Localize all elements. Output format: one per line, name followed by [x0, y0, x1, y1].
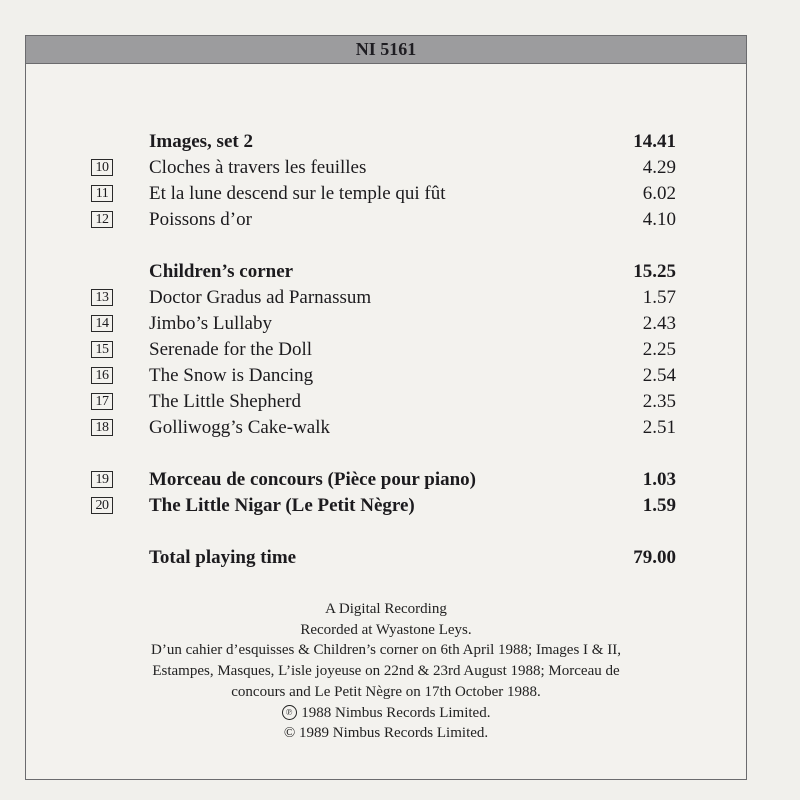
track-time: 2.35 — [642, 391, 676, 412]
track-row — [26, 181, 746, 207]
notes-line: Estampes, Masques, L’isle joyeuse on 22nd & 23rd August 1988; Morceau de — [152, 663, 620, 680]
track-number: 14 — [91, 315, 113, 332]
track-number: 12 — [91, 211, 113, 228]
track-title: Poissons d’or — [149, 209, 252, 230]
phonogram-text: 1988 Nimbus Records Limited. — [301, 704, 491, 721]
track-time: 2.54 — [642, 365, 676, 386]
catalog-number-bar: NI 5161 — [26, 36, 746, 64]
track-title: The Little Shepherd — [149, 391, 301, 412]
track-title: Golliwogg’s Cake-walk — [149, 417, 331, 438]
track-title: Doctor Gradus ad Parnassum — [149, 287, 372, 308]
recording-notes — [26, 599, 746, 744]
notes-line: A Digital Recording — [325, 601, 447, 617]
track-row — [26, 207, 746, 233]
track-time: 2.51 — [642, 417, 676, 438]
track-time: 1.57 — [642, 287, 676, 308]
section-header-childrens-corner — [26, 259, 746, 285]
track-time: 1.03 — [642, 469, 676, 490]
track-number: 11 — [91, 185, 113, 202]
track-row — [26, 415, 746, 441]
track-number: 17 — [91, 393, 113, 410]
track-number: 13 — [91, 289, 113, 306]
copyright-line: © 1989 Nimbus Records Limited. — [283, 725, 489, 742]
notes-line: Recorded at Wyastone Leys. — [300, 621, 472, 638]
track-title: Cloches à travers les feuilles — [149, 157, 367, 178]
track-row — [26, 155, 746, 181]
track-row — [26, 311, 746, 337]
notes-line: concours and Le Petit Nègre on 17th October 1988. — [231, 683, 541, 700]
phonogram-line — [26, 703, 746, 724]
track-title: The Little Nigar (Le Petit Nègre) — [149, 495, 415, 516]
track-row — [26, 337, 746, 363]
track-number: 10 — [91, 159, 113, 176]
phonogram-icon: ℗ — [282, 705, 297, 720]
track-number: 20 — [91, 497, 113, 514]
track-row — [26, 467, 746, 493]
section-time: 14.41 — [633, 131, 676, 152]
section-header-images — [26, 129, 746, 155]
track-number: 18 — [91, 419, 113, 436]
track-time: 6.02 — [642, 183, 676, 204]
track-time: 1.59 — [642, 495, 676, 516]
track-number: 19 — [91, 471, 113, 488]
track-time: 2.43 — [642, 313, 676, 334]
track-time: 4.10 — [642, 209, 676, 230]
track-number: 15 — [91, 341, 113, 358]
track-time: 2.25 — [642, 339, 676, 360]
notes-line: D’un cahier d’esquisses & Children’s corner on 6th April 1988; Images I & II, — [151, 642, 621, 659]
section-time: 15.25 — [633, 261, 676, 282]
track-time: 4.29 — [642, 157, 676, 178]
track-row — [26, 363, 746, 389]
total-time: 79.00 — [633, 547, 676, 568]
section-title: Images, set 2 — [149, 131, 253, 152]
track-number: 16 — [91, 367, 113, 384]
track-title: Jimbo’s Lullaby — [149, 313, 272, 334]
total-label: Total playing time — [149, 547, 297, 568]
track-title: Et la lune descend sur le temple qui fût — [149, 183, 446, 204]
track-title: Serenade for the Doll — [149, 339, 313, 360]
section-title: Children’s corner — [149, 261, 294, 282]
track-row — [26, 285, 746, 311]
track-title: The Snow is Dancing — [149, 365, 314, 386]
track-row — [26, 389, 746, 415]
total-playing-time-row — [26, 545, 746, 571]
track-row — [26, 493, 746, 519]
track-title: Morceau de concours (Pièce pour piano) — [149, 469, 477, 490]
track-list-panel — [25, 35, 747, 780]
